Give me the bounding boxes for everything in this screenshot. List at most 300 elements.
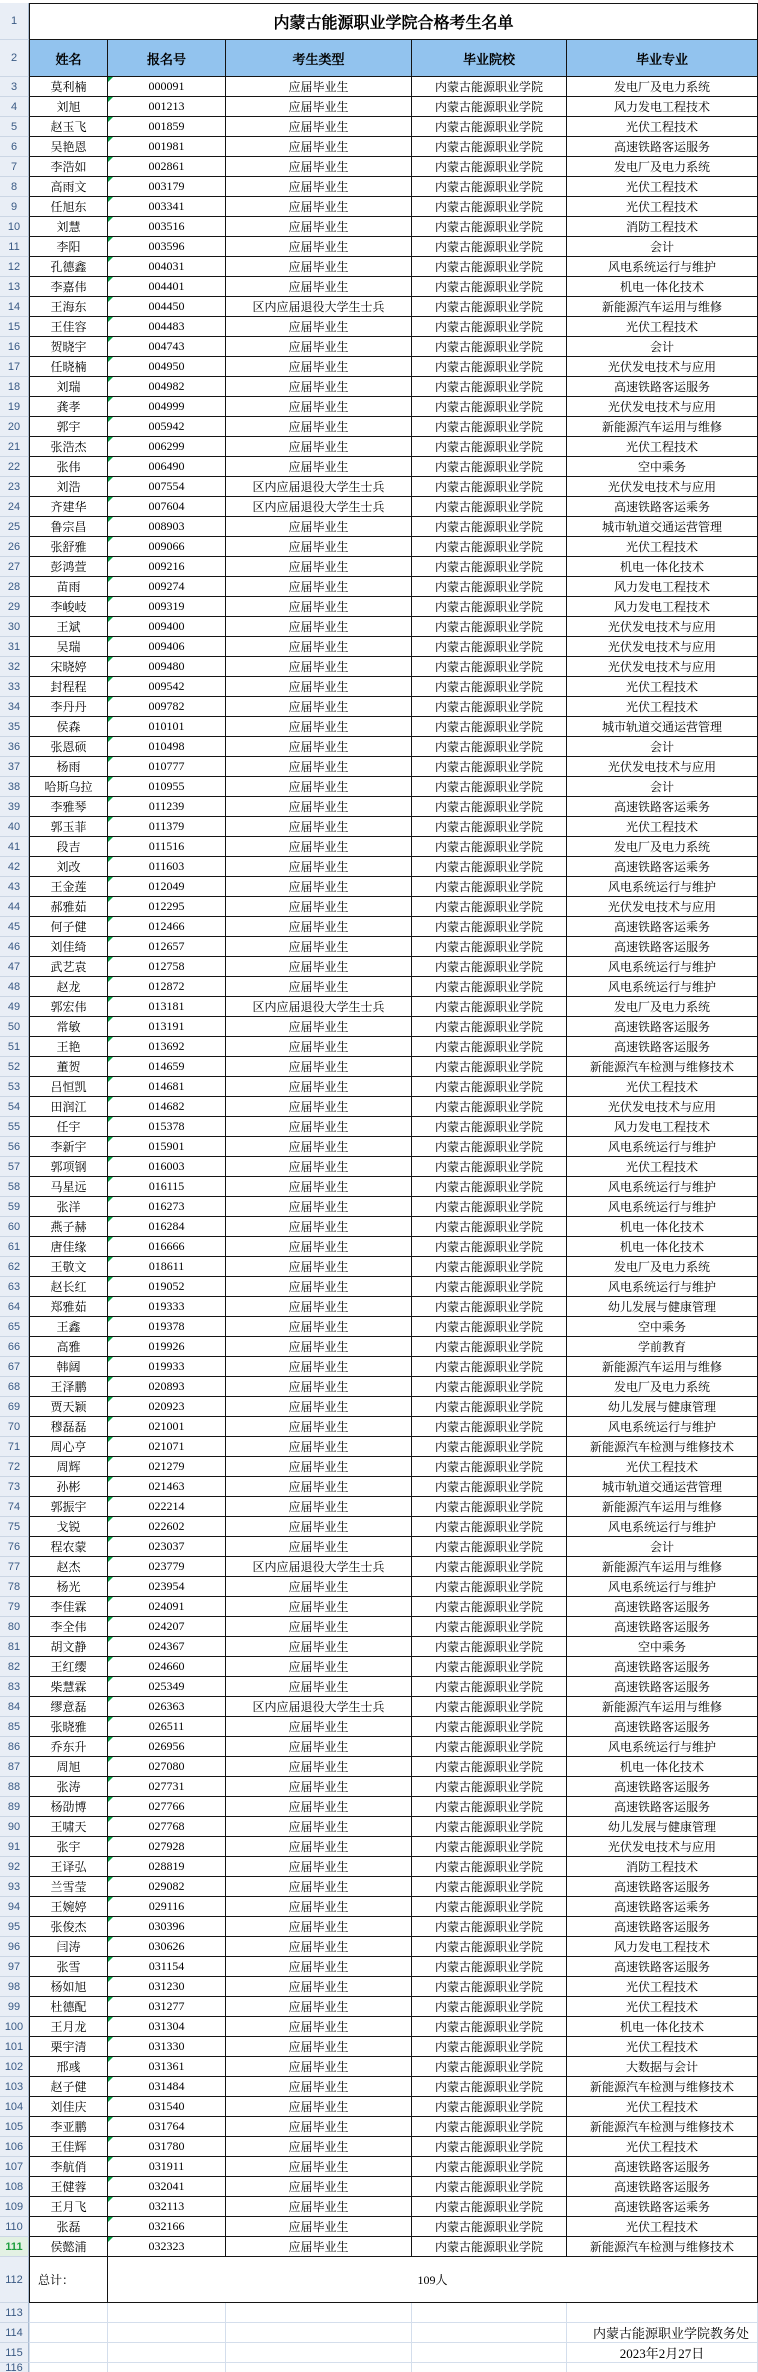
cell-major[interactable]: 高速铁路客运乘务 [567, 1897, 758, 1917]
cell-name[interactable]: 郭宇 [29, 417, 108, 437]
cell-exam-type[interactable]: 应届毕业生 [226, 977, 412, 997]
cell-major[interactable]: 大数据与会计 [567, 2057, 758, 2077]
cell-school[interactable]: 内蒙古能源职业学院 [412, 1277, 567, 1297]
cell-reg-no[interactable]: 009319 [108, 597, 226, 617]
cell-name[interactable]: 鲁宗昌 [29, 517, 108, 537]
row-number-41[interactable]: 41 [0, 837, 29, 857]
cell-exam-type[interactable]: 区内应届退役大学生士兵 [226, 1697, 412, 1717]
cell-exam-type[interactable]: 应届毕业生 [226, 2197, 412, 2217]
cell-major[interactable]: 风力发电工程技术 [567, 597, 758, 617]
cell-major[interactable]: 高速铁路客运服务 [567, 1717, 758, 1737]
row-number-50[interactable]: 50 [0, 1017, 29, 1037]
cell-exam-type[interactable]: 应届毕业生 [226, 277, 412, 297]
row-number-23[interactable]: 23 [0, 477, 29, 497]
row-number-33[interactable]: 33 [0, 677, 29, 697]
cell-exam-type[interactable]: 应届毕业生 [226, 237, 412, 257]
row-number-52[interactable]: 52 [0, 1057, 29, 1077]
cell-major[interactable]: 光伏工程技术 [567, 1077, 758, 1097]
cell-exam-type[interactable]: 应届毕业生 [226, 2117, 412, 2137]
cell-reg-no[interactable]: 014682 [108, 1097, 226, 1117]
cell-exam-type[interactable]: 应届毕业生 [226, 1377, 412, 1397]
cell-reg-no[interactable]: 012295 [108, 897, 226, 917]
cell-major[interactable]: 幼儿发展与健康管理 [567, 1817, 758, 1837]
cell-major[interactable]: 新能源汽车检测与维修技术 [567, 1057, 758, 1077]
row-number-87[interactable]: 87 [0, 1757, 29, 1777]
row-number-73[interactable]: 73 [0, 1477, 29, 1497]
cell-reg-no[interactable]: 011516 [108, 837, 226, 857]
cell-name[interactable]: 郑雅茹 [29, 1297, 108, 1317]
cell-major[interactable]: 光伏工程技术 [567, 437, 758, 457]
cell-school[interactable]: 内蒙古能源职业学院 [412, 2177, 567, 2197]
cell-name[interactable]: 任晓楠 [29, 357, 108, 377]
row-number-20[interactable]: 20 [0, 417, 29, 437]
row-number-42[interactable]: 42 [0, 857, 29, 877]
cell-name[interactable]: 王斌 [29, 617, 108, 637]
cell-exam-type[interactable]: 应届毕业生 [226, 1357, 412, 1377]
cell-reg-no[interactable]: 001213 [108, 97, 226, 117]
cell-reg-no[interactable]: 026511 [108, 1717, 226, 1737]
cell-name[interactable]: 李亚鹏 [29, 2117, 108, 2137]
cell-school[interactable]: 内蒙古能源职业学院 [412, 1817, 567, 1837]
cell-exam-type[interactable]: 应届毕业生 [226, 457, 412, 477]
row-number-7[interactable]: 7 [0, 157, 29, 177]
cell-major[interactable]: 空中乘务 [567, 1637, 758, 1657]
cell-major[interactable]: 风电系统运行与维护 [567, 1177, 758, 1197]
cell-name[interactable]: 董贺 [29, 1057, 108, 1077]
cell-major[interactable]: 新能源汽车运用与维修 [567, 1557, 758, 1577]
cell-exam-type[interactable]: 应届毕业生 [226, 797, 412, 817]
cell-exam-type[interactable]: 应届毕业生 [226, 1597, 412, 1617]
cell-exam-type[interactable]: 应届毕业生 [226, 437, 412, 457]
cell-school[interactable]: 内蒙古能源职业学院 [412, 1177, 567, 1197]
cell-exam-type[interactable]: 应届毕业生 [226, 657, 412, 677]
cell-major[interactable]: 高速铁路客运服务 [567, 1597, 758, 1617]
cell-exam-type[interactable]: 区内应届退役大学生士兵 [226, 1557, 412, 1577]
cell-name[interactable]: 宋晓婷 [29, 657, 108, 677]
cell-exam-type[interactable]: 应届毕业生 [226, 1397, 412, 1417]
row-number-57[interactable]: 57 [0, 1157, 29, 1177]
column-header-major[interactable]: 毕业专业 [567, 40, 758, 77]
row-number-2[interactable]: 2 [0, 40, 29, 77]
cell-exam-type[interactable]: 应届毕业生 [226, 1537, 412, 1557]
cell-major[interactable]: 风电系统运行与维护 [567, 877, 758, 897]
cell-school[interactable]: 内蒙古能源职业学院 [412, 1697, 567, 1717]
cell-name[interactable]: 高雅 [29, 1337, 108, 1357]
cell-name[interactable]: 张舒雅 [29, 537, 108, 557]
cell-name[interactable]: 王月飞 [29, 2197, 108, 2217]
cell-major[interactable]: 风力发电工程技术 [567, 577, 758, 597]
cell-school[interactable]: 内蒙古能源职业学院 [412, 97, 567, 117]
cell-exam-type[interactable]: 应届毕业生 [226, 817, 412, 837]
cell-exam-type[interactable]: 应届毕业生 [226, 737, 412, 757]
row-number-34[interactable]: 34 [0, 697, 29, 717]
row-number-103[interactable]: 103 [0, 2077, 29, 2097]
row-number-86[interactable]: 86 [0, 1737, 29, 1757]
cell-reg-no[interactable]: 027768 [108, 1817, 226, 1837]
cell-major[interactable]: 城市轨道交通运营管理 [567, 1477, 758, 1497]
cell-school[interactable]: 内蒙古能源职业学院 [412, 217, 567, 237]
cell-exam-type[interactable]: 应届毕业生 [226, 77, 412, 97]
cell-school[interactable]: 内蒙古能源职业学院 [412, 1537, 567, 1557]
cell-reg-no[interactable]: 016115 [108, 1177, 226, 1197]
cell-name[interactable]: 张恩硕 [29, 737, 108, 757]
cell-exam-type[interactable]: 应届毕业生 [226, 1437, 412, 1457]
row-number-44[interactable]: 44 [0, 897, 29, 917]
cell-school[interactable]: 内蒙古能源职业学院 [412, 537, 567, 557]
cell-reg-no[interactable]: 004401 [108, 277, 226, 297]
cell-name[interactable]: 张浩杰 [29, 437, 108, 457]
cell-name[interactable]: 王健蓉 [29, 2177, 108, 2197]
cell-reg-no[interactable]: 016273 [108, 1197, 226, 1217]
row-number-49[interactable]: 49 [0, 997, 29, 1017]
cell-reg-no[interactable]: 016666 [108, 1237, 226, 1257]
cell-school[interactable]: 内蒙古能源职业学院 [412, 997, 567, 1017]
cell-school[interactable]: 内蒙古能源职业学院 [412, 837, 567, 857]
row-number-96[interactable]: 96 [0, 1937, 29, 1957]
cell-reg-no[interactable]: 024207 [108, 1617, 226, 1637]
cell-exam-type[interactable]: 应届毕业生 [226, 837, 412, 857]
cell-school[interactable]: 内蒙古能源职业学院 [412, 617, 567, 637]
cell-name[interactable]: 杜德配 [29, 1997, 108, 2017]
cell-major[interactable]: 高速铁路客运服务 [567, 2177, 758, 2197]
cell-name[interactable]: 王金莲 [29, 877, 108, 897]
cell-exam-type[interactable]: 应届毕业生 [226, 377, 412, 397]
cell-name[interactable]: 张涛 [29, 1777, 108, 1797]
row-number-17[interactable]: 17 [0, 357, 29, 377]
cell-reg-no[interactable]: 004483 [108, 317, 226, 337]
cell-name[interactable]: 任旭东 [29, 197, 108, 217]
cell-reg-no[interactable]: 027731 [108, 1777, 226, 1797]
cell-reg-no[interactable]: 025349 [108, 1677, 226, 1697]
cell-major[interactable]: 新能源汽车运用与维修 [567, 1357, 758, 1377]
cell-major[interactable]: 空中乘务 [567, 457, 758, 477]
cell-name[interactable]: 穆磊磊 [29, 1417, 108, 1437]
row-number-32[interactable]: 32 [0, 657, 29, 677]
cell-major[interactable]: 高速铁路客运服务 [567, 1037, 758, 1057]
cell-reg-no[interactable]: 016003 [108, 1157, 226, 1177]
cell-major[interactable]: 光伏发电技术与应用 [567, 897, 758, 917]
cell-exam-type[interactable]: 应届毕业生 [226, 1957, 412, 1977]
cell-exam-type[interactable]: 应届毕业生 [226, 1257, 412, 1277]
row-number-108[interactable]: 108 [0, 2177, 29, 2197]
cell-name[interactable]: 周旭 [29, 1757, 108, 1777]
cell-name[interactable]: 贺晓宇 [29, 337, 108, 357]
cell-major[interactable]: 新能源汽车检测与维修技术 [567, 2237, 758, 2257]
cell-name[interactable]: 高雨文 [29, 177, 108, 197]
cell-reg-no[interactable]: 009274 [108, 577, 226, 597]
cell-name[interactable]: 李阳 [29, 237, 108, 257]
cell-exam-type[interactable]: 应届毕业生 [226, 1237, 412, 1257]
cell-major[interactable]: 空中乘务 [567, 1317, 758, 1337]
cell-school[interactable]: 内蒙古能源职业学院 [412, 1397, 567, 1417]
cell-exam-type[interactable]: 应届毕业生 [226, 597, 412, 617]
cell-name[interactable]: 李雅琴 [29, 797, 108, 817]
cell-reg-no[interactable]: 031911 [108, 2157, 226, 2177]
cell-exam-type[interactable]: 应届毕业生 [226, 697, 412, 717]
footer-org[interactable]: 内蒙古能源职业学院教务处 [567, 2323, 758, 2343]
row-number-72[interactable]: 72 [0, 1457, 29, 1477]
cell-exam-type[interactable]: 应届毕业生 [226, 177, 412, 197]
cell-major[interactable]: 光伏工程技术 [567, 697, 758, 717]
cell-major[interactable]: 光伏工程技术 [567, 2137, 758, 2157]
row-number-89[interactable]: 89 [0, 1797, 29, 1817]
cell-major[interactable]: 光伏工程技术 [567, 2037, 758, 2057]
cell-name[interactable]: 李峻岐 [29, 597, 108, 617]
cell-reg-no[interactable]: 021071 [108, 1437, 226, 1457]
cell-name[interactable]: 张雪 [29, 1957, 108, 1977]
cell-major[interactable]: 光伏发电技术与应用 [567, 657, 758, 677]
row-number-58[interactable]: 58 [0, 1177, 29, 1197]
row-number-67[interactable]: 67 [0, 1357, 29, 1377]
cell-exam-type[interactable]: 应届毕业生 [226, 2237, 412, 2257]
cell-reg-no[interactable]: 006299 [108, 437, 226, 457]
cell-reg-no[interactable]: 023954 [108, 1577, 226, 1597]
row-number-99[interactable]: 99 [0, 1997, 29, 2017]
cell-school[interactable]: 内蒙古能源职业学院 [412, 2217, 567, 2237]
cell-name[interactable]: 何子健 [29, 917, 108, 937]
row-number-113[interactable]: 113 [0, 2303, 29, 2323]
cell-major[interactable]: 风力发电工程技术 [567, 1117, 758, 1137]
cell-reg-no[interactable]: 031540 [108, 2097, 226, 2117]
row-number-104[interactable]: 104 [0, 2097, 29, 2117]
cell-name[interactable]: 赵玉飞 [29, 117, 108, 137]
cell-name[interactable]: 孙彬 [29, 1477, 108, 1497]
cell-major[interactable]: 风电系统运行与维护 [567, 1737, 758, 1757]
cell-school[interactable]: 内蒙古能源职业学院 [412, 637, 567, 657]
cell-school[interactable]: 内蒙古能源职业学院 [412, 457, 567, 477]
cell-name[interactable]: 李全伟 [29, 1617, 108, 1637]
cell-school[interactable]: 内蒙古能源职业学院 [412, 2077, 567, 2097]
cell-name[interactable]: 赵杰 [29, 1557, 108, 1577]
cell-school[interactable]: 内蒙古能源职业学院 [412, 377, 567, 397]
cell-name[interactable]: 郭项钢 [29, 1157, 108, 1177]
row-number-63[interactable]: 63 [0, 1277, 29, 1297]
cell-school[interactable]: 内蒙古能源职业学院 [412, 977, 567, 997]
cell-major[interactable]: 发电厂及电力系统 [567, 77, 758, 97]
cell-major[interactable]: 光伏工程技术 [567, 817, 758, 837]
cell-reg-no[interactable]: 003516 [108, 217, 226, 237]
cell-school[interactable]: 内蒙古能源职业学院 [412, 1197, 567, 1217]
cell-exam-type[interactable]: 应届毕业生 [226, 1057, 412, 1077]
cell-major[interactable]: 新能源汽车运用与维修 [567, 297, 758, 317]
cell-reg-no[interactable]: 001981 [108, 137, 226, 157]
row-number-21[interactable]: 21 [0, 437, 29, 457]
cell-reg-no[interactable]: 007604 [108, 497, 226, 517]
row-number-54[interactable]: 54 [0, 1097, 29, 1117]
cell-name[interactable]: 李佳霖 [29, 1597, 108, 1617]
row-number-13[interactable]: 13 [0, 277, 29, 297]
cell-exam-type[interactable]: 区内应届退役大学生士兵 [226, 297, 412, 317]
row-number-64[interactable]: 64 [0, 1297, 29, 1317]
row-number-85[interactable]: 85 [0, 1717, 29, 1737]
cell-reg-no[interactable]: 024091 [108, 1597, 226, 1617]
cell-exam-type[interactable]: 应届毕业生 [226, 1417, 412, 1437]
cell-exam-type[interactable]: 区内应届退役大学生士兵 [226, 997, 412, 1017]
row-number-79[interactable]: 79 [0, 1597, 29, 1617]
cell-name[interactable]: 张磊 [29, 2217, 108, 2237]
cell-school[interactable]: 内蒙古能源职业学院 [412, 1117, 567, 1137]
row-number-116[interactable]: 116 [0, 2363, 29, 2372]
cell-major[interactable]: 光伏发电技术与应用 [567, 757, 758, 777]
row-number-112[interactable]: 112 [0, 2257, 29, 2303]
cell-reg-no[interactable]: 019378 [108, 1317, 226, 1337]
cell-reg-no[interactable]: 032323 [108, 2237, 226, 2257]
cell-school[interactable]: 内蒙古能源职业学院 [412, 1717, 567, 1737]
cell-exam-type[interactable]: 应届毕业生 [226, 1897, 412, 1917]
cell-reg-no[interactable]: 028819 [108, 1857, 226, 1877]
cell-exam-type[interactable]: 应届毕业生 [226, 1317, 412, 1337]
cell-name[interactable]: 栗宇清 [29, 2037, 108, 2057]
cell-reg-no[interactable]: 010498 [108, 737, 226, 757]
row-number-4[interactable]: 4 [0, 97, 29, 117]
cell-school[interactable]: 内蒙古能源职业学院 [412, 917, 567, 937]
cell-name[interactable]: 常敏 [29, 1017, 108, 1037]
cell-reg-no[interactable]: 003596 [108, 237, 226, 257]
cell-school[interactable]: 内蒙古能源职业学院 [412, 1637, 567, 1657]
row-number-78[interactable]: 78 [0, 1577, 29, 1597]
cell-major[interactable]: 光伏发电技术与应用 [567, 637, 758, 657]
cell-school[interactable]: 内蒙古能源职业学院 [412, 777, 567, 797]
empty-cell[interactable] [108, 2363, 226, 2372]
cell-major[interactable]: 光伏工程技术 [567, 317, 758, 337]
cell-major[interactable]: 光伏工程技术 [567, 1977, 758, 1997]
cell-school[interactable]: 内蒙古能源职业学院 [412, 297, 567, 317]
cell-school[interactable]: 内蒙古能源职业学院 [412, 657, 567, 677]
cell-exam-type[interactable]: 应届毕业生 [226, 1477, 412, 1497]
cell-reg-no[interactable]: 009400 [108, 617, 226, 637]
cell-name[interactable]: 王婉婷 [29, 1897, 108, 1917]
cell-reg-no[interactable]: 029082 [108, 1877, 226, 1897]
cell-reg-no[interactable]: 024367 [108, 1637, 226, 1657]
cell-major[interactable]: 高速铁路客运服务 [567, 377, 758, 397]
cell-school[interactable]: 内蒙古能源职业学院 [412, 2237, 567, 2257]
cell-reg-no[interactable]: 013191 [108, 1017, 226, 1037]
cell-reg-no[interactable]: 011379 [108, 817, 226, 837]
cell-exam-type[interactable]: 应届毕业生 [226, 1937, 412, 1957]
cell-school[interactable]: 内蒙古能源职业学院 [412, 1757, 567, 1777]
cell-reg-no[interactable]: 031484 [108, 2077, 226, 2097]
cell-school[interactable]: 内蒙古能源职业学院 [412, 317, 567, 337]
row-number-88[interactable]: 88 [0, 1777, 29, 1797]
row-number-37[interactable]: 37 [0, 757, 29, 777]
cell-school[interactable]: 内蒙古能源职业学院 [412, 517, 567, 537]
cell-school[interactable]: 内蒙古能源职业学院 [412, 817, 567, 837]
row-number-18[interactable]: 18 [0, 377, 29, 397]
cell-school[interactable]: 内蒙古能源职业学院 [412, 957, 567, 977]
cell-exam-type[interactable]: 应届毕业生 [226, 417, 412, 437]
cell-name[interactable]: 莫利楠 [29, 77, 108, 97]
cell-exam-type[interactable]: 应届毕业生 [226, 757, 412, 777]
cell-exam-type[interactable]: 应届毕业生 [226, 1617, 412, 1637]
cell-major[interactable]: 新能源汽车运用与维修 [567, 417, 758, 437]
cell-school[interactable]: 内蒙古能源职业学院 [412, 1577, 567, 1597]
cell-exam-type[interactable]: 应届毕业生 [226, 2057, 412, 2077]
cell-school[interactable]: 内蒙古能源职业学院 [412, 1877, 567, 1897]
cell-reg-no[interactable]: 021279 [108, 1457, 226, 1477]
cell-reg-no[interactable]: 005942 [108, 417, 226, 437]
cell-major[interactable]: 光伏发电技术与应用 [567, 1097, 758, 1117]
cell-name[interactable]: 张宇 [29, 1837, 108, 1857]
cell-school[interactable]: 内蒙古能源职业学院 [412, 1257, 567, 1277]
cell-school[interactable]: 内蒙古能源职业学院 [412, 697, 567, 717]
cell-school[interactable]: 内蒙古能源职业学院 [412, 2017, 567, 2037]
row-number-70[interactable]: 70 [0, 1417, 29, 1437]
cell-school[interactable]: 内蒙古能源职业学院 [412, 1897, 567, 1917]
row-number-80[interactable]: 80 [0, 1617, 29, 1637]
cell-major[interactable]: 消防工程技术 [567, 217, 758, 237]
cell-major[interactable]: 发电厂及电力系统 [567, 997, 758, 1017]
row-number-69[interactable]: 69 [0, 1397, 29, 1417]
cell-name[interactable]: 周辉 [29, 1457, 108, 1477]
cell-school[interactable]: 内蒙古能源职业学院 [412, 1677, 567, 1697]
cell-school[interactable]: 内蒙古能源职业学院 [412, 1357, 567, 1377]
row-number-28[interactable]: 28 [0, 577, 29, 597]
cell-name[interactable]: 王红缨 [29, 1657, 108, 1677]
cell-major[interactable]: 光伏工程技术 [567, 1997, 758, 2017]
column-header-exam-type[interactable]: 考生类型 [226, 40, 412, 77]
cell-exam-type[interactable]: 应届毕业生 [226, 2177, 412, 2197]
cell-name[interactable]: 吕恒凯 [29, 1077, 108, 1097]
cell-exam-type[interactable]: 应届毕业生 [226, 1677, 412, 1697]
row-number-19[interactable]: 19 [0, 397, 29, 417]
cell-exam-type[interactable]: 应届毕业生 [226, 1097, 412, 1117]
cell-name[interactable]: 唐佳缘 [29, 1237, 108, 1257]
cell-reg-no[interactable]: 011603 [108, 857, 226, 877]
row-number-43[interactable]: 43 [0, 877, 29, 897]
cell-school[interactable]: 内蒙古能源职业学院 [412, 257, 567, 277]
row-number-76[interactable]: 76 [0, 1537, 29, 1557]
cell-reg-no[interactable]: 021463 [108, 1477, 226, 1497]
cell-reg-no[interactable]: 000091 [108, 77, 226, 97]
cell-name[interactable]: 刘慧 [29, 217, 108, 237]
cell-school[interactable]: 内蒙古能源职业学院 [412, 1077, 567, 1097]
cell-reg-no[interactable]: 003179 [108, 177, 226, 197]
cell-reg-no[interactable]: 031330 [108, 2037, 226, 2057]
cell-name[interactable]: 戈锐 [29, 1517, 108, 1537]
cell-reg-no[interactable]: 022214 [108, 1497, 226, 1517]
cell-exam-type[interactable]: 应届毕业生 [226, 97, 412, 117]
cell-major[interactable]: 高速铁路客运乘务 [567, 917, 758, 937]
cell-exam-type[interactable]: 应届毕业生 [226, 1737, 412, 1757]
cell-reg-no[interactable]: 004743 [108, 337, 226, 357]
cell-exam-type[interactable]: 应届毕业生 [226, 397, 412, 417]
cell-name[interactable]: 彭鸿萱 [29, 557, 108, 577]
cell-name[interactable]: 王佳容 [29, 317, 108, 337]
empty-cell[interactable] [108, 2343, 226, 2363]
cell-major[interactable]: 发电厂及电力系统 [567, 1377, 758, 1397]
cell-school[interactable]: 内蒙古能源职业学院 [412, 1557, 567, 1577]
cell-major[interactable]: 城市轨道交通运营管理 [567, 517, 758, 537]
cell-exam-type[interactable]: 应届毕业生 [226, 877, 412, 897]
cell-exam-type[interactable]: 应届毕业生 [226, 1337, 412, 1357]
cell-exam-type[interactable]: 应届毕业生 [226, 1017, 412, 1037]
cell-exam-type[interactable]: 应届毕业生 [226, 2077, 412, 2097]
cell-name[interactable]: 吴艳恩 [29, 137, 108, 157]
cell-school[interactable]: 内蒙古能源职业学院 [412, 1437, 567, 1457]
cell-major[interactable]: 高速铁路客运服务 [567, 937, 758, 957]
cell-major[interactable]: 发电厂及电力系统 [567, 837, 758, 857]
cell-major[interactable]: 风电系统运行与维护 [567, 1417, 758, 1437]
cell-school[interactable]: 内蒙古能源职业学院 [412, 2197, 567, 2217]
cell-reg-no[interactable]: 009406 [108, 637, 226, 657]
cell-school[interactable]: 内蒙古能源职业学院 [412, 1657, 567, 1677]
row-number-111[interactable]: 111 [0, 2237, 29, 2257]
cell-major[interactable]: 会计 [567, 777, 758, 797]
cell-name[interactable]: 齐建华 [29, 497, 108, 517]
cell-name[interactable]: 王鑫 [29, 1317, 108, 1337]
cell-exam-type[interactable]: 应届毕业生 [226, 717, 412, 737]
cell-school[interactable]: 内蒙古能源职业学院 [412, 1377, 567, 1397]
